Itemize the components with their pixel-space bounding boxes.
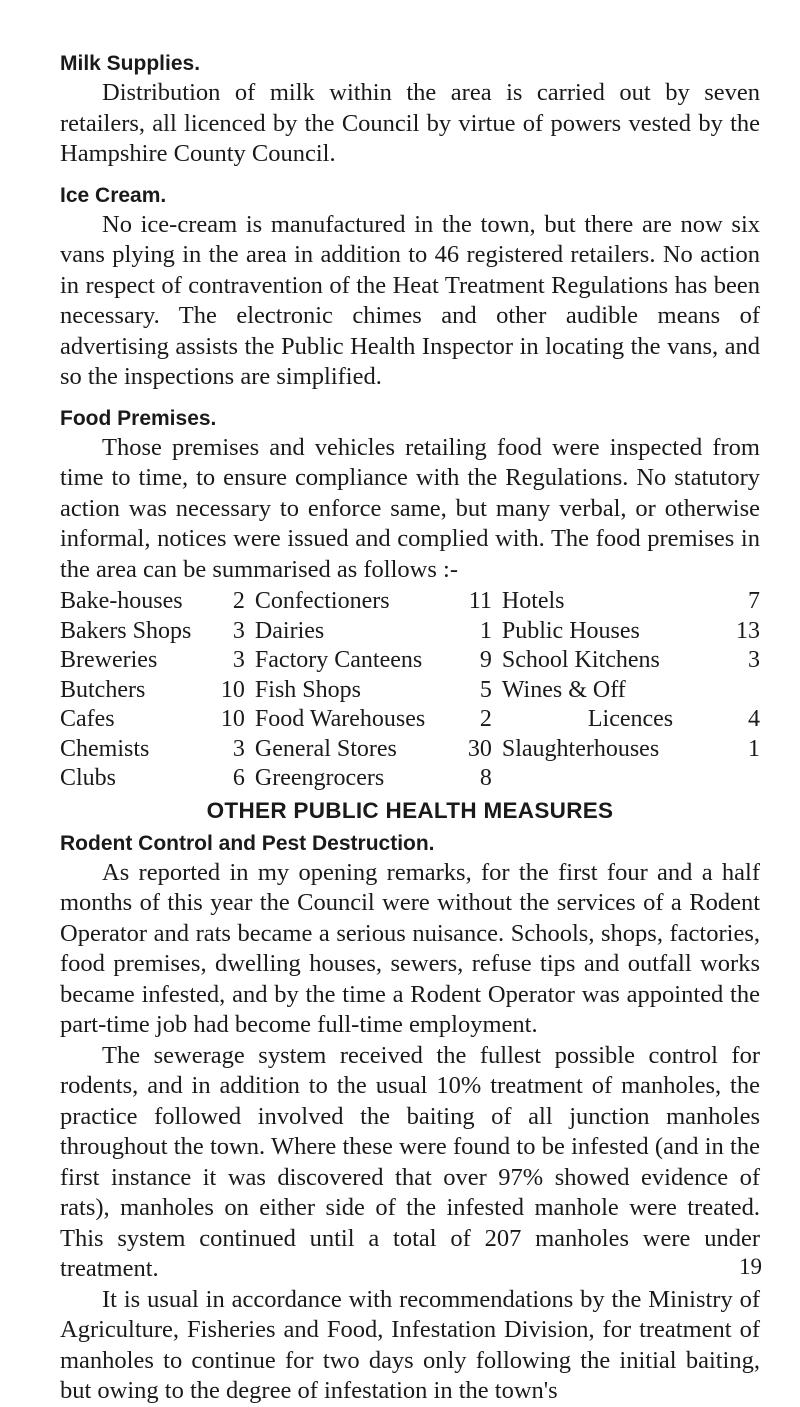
food-premises-paragraph: Those premises and vehicles retailing food were inspected from time to time, to ensure compliance with the Regulations. No statutory action was necessary to enforce same, but many verbal, or otherwise informal, notices were issued and complied with. The food premises in the area can be summarised as follows :-: [60, 433, 760, 583]
premises-count: 5: [479, 676, 492, 703]
premises-entry: [60, 764, 245, 794]
premises-count: 3: [232, 735, 245, 762]
premises-count: 9: [479, 647, 492, 673]
premises-count: 7: [747, 588, 760, 614]
rodent-control-section: [60, 832, 760, 1407]
premises-entry: [255, 676, 492, 706]
premises-entry: [255, 764, 492, 794]
rodent-paragraph-2: The sewerage system received the fullest possible control for rodents, and in addition to the usual 10% treatment of manholes, the practice followed involved the baiting of all junction manholes throughout the town. Where these were found to be infested (and in the first instance it was discovered that over 97% showed evidence of rats), manholes on either side of the infested manhole were treated. This system continued until a total of 207 manholes were under treatment.: [60, 1041, 760, 1282]
premises-entry: [502, 587, 760, 617]
premises-count: 10: [220, 706, 245, 732]
premises-entry: [502, 735, 760, 765]
premises-name: Fish Shops: [254, 676, 361, 703]
food-premises-section: [60, 407, 760, 794]
premises-name: Food Warehouses: [254, 706, 426, 732]
ice-cream-heading: Ice Cream.: [60, 183, 167, 207]
premises-entry: [60, 617, 245, 647]
premises-name: Hotels: [501, 588, 565, 614]
premises-entry: [502, 676, 760, 706]
premises-count: 11: [468, 588, 492, 614]
premises-name: Greengrocers: [254, 765, 385, 791]
ice-cream-paragraph: No ice-cream is manufactured in the town, but there are now six vans plying in the area in addition to 46 registered retailers. No action in respect of contravention of the Heat Treatment Regulations has been necessary. The electronic chimes and other audible means of advertising assists the Public Health Inspector in locating the vans, and so the inspections are simplified.: [60, 210, 760, 390]
premises-count: 2: [232, 588, 245, 614]
premises-entry: [502, 646, 760, 676]
premises-column-1: [60, 587, 245, 794]
ice-cream-section: [60, 184, 760, 393]
premises-entry: [60, 676, 245, 706]
premises-column-2: [255, 587, 492, 794]
premises-name: Chemists: [60, 735, 150, 762]
rodent-paragraph-1: As reported in my opening remarks, for the first four and a half months of this year the Council were without the services of a Rodent Operator and rats became a serious nuisance. Schools, shops, factories, food premises, dwelling houses, sewers, refuse tips and outfall works became infested, and by the time a Rodent Operator was appointed the part-time job had become full-time employment.: [60, 858, 760, 1038]
page-number: 19: [739, 1254, 762, 1279]
premises-count: 1: [747, 735, 760, 762]
premises-name: Breweries: [60, 647, 158, 673]
premises-entry: [502, 617, 760, 647]
premises-name: Clubs: [60, 765, 117, 791]
premises-name: Butchers: [60, 676, 146, 703]
food-premises-heading: Food Premises.: [60, 406, 217, 430]
premises-entry: [60, 735, 245, 765]
premises-name: Slaughterhouses: [501, 735, 660, 762]
premises-entry: [60, 646, 245, 676]
other-measures-heading: OTHER PUBLIC HEALTH MEASURES: [206, 797, 614, 823]
rodent-control-heading: Rodent Control and Pest Destruction.: [60, 831, 435, 855]
premises-entry: [502, 705, 760, 735]
premises-count: 4: [747, 706, 760, 732]
premises-entry: [60, 587, 245, 617]
premises-name: School Kitchens: [501, 647, 660, 673]
premises-column-3: [502, 587, 760, 794]
premises-summary-table: [60, 587, 760, 794]
premises-count: 6: [232, 765, 245, 791]
premises-entry: [60, 705, 245, 735]
premises-name: Dairies: [254, 617, 325, 644]
premises-entry: [255, 646, 492, 676]
premises-count: 2: [479, 706, 492, 732]
premises-name: General Stores: [254, 735, 397, 762]
milk-supplies-section: [60, 52, 760, 170]
premises-count: 13: [735, 617, 760, 644]
premises-entry: [255, 705, 492, 735]
premises-count: 1: [479, 617, 492, 644]
rodent-paragraph-3: It is usual in accordance with recommendations by the Ministry of Agriculture, Fisheries and Food, Infestation Division, for treatment of manholes to continue for two days only following the initial baiting, but owing to the degree of infestation in the town's: [60, 1285, 760, 1404]
premises-count: 3: [232, 647, 245, 673]
premises-name: Licences: [587, 706, 674, 732]
premises-name: Public Houses: [501, 617, 640, 644]
premises-name: Bakers Shops: [60, 617, 192, 644]
milk-supplies-heading: Milk Supplies.: [60, 52, 201, 75]
premises-name: Bake-houses: [60, 588, 183, 614]
premises-name: Factory Canteens: [254, 647, 423, 673]
premises-name: Confectioners: [254, 588, 390, 614]
premises-count: 3: [232, 617, 245, 644]
premises-count: 30: [467, 735, 492, 762]
premises-count: 8: [479, 765, 492, 791]
premises-count: 10: [220, 676, 245, 703]
premises-count: 3: [747, 647, 760, 673]
premises-entry: [255, 735, 492, 765]
premises-entry: [255, 617, 492, 647]
premises-name: Cafes: [60, 706, 115, 732]
milk-supplies-paragraph: Distribution of milk within the area is carried out by seven retailers, all licenced by the Council by virtue of powers vested by the Hampshire County Council.: [60, 79, 760, 167]
premises-name: Wines & Off: [501, 676, 626, 703]
premises-entry: [255, 587, 492, 617]
